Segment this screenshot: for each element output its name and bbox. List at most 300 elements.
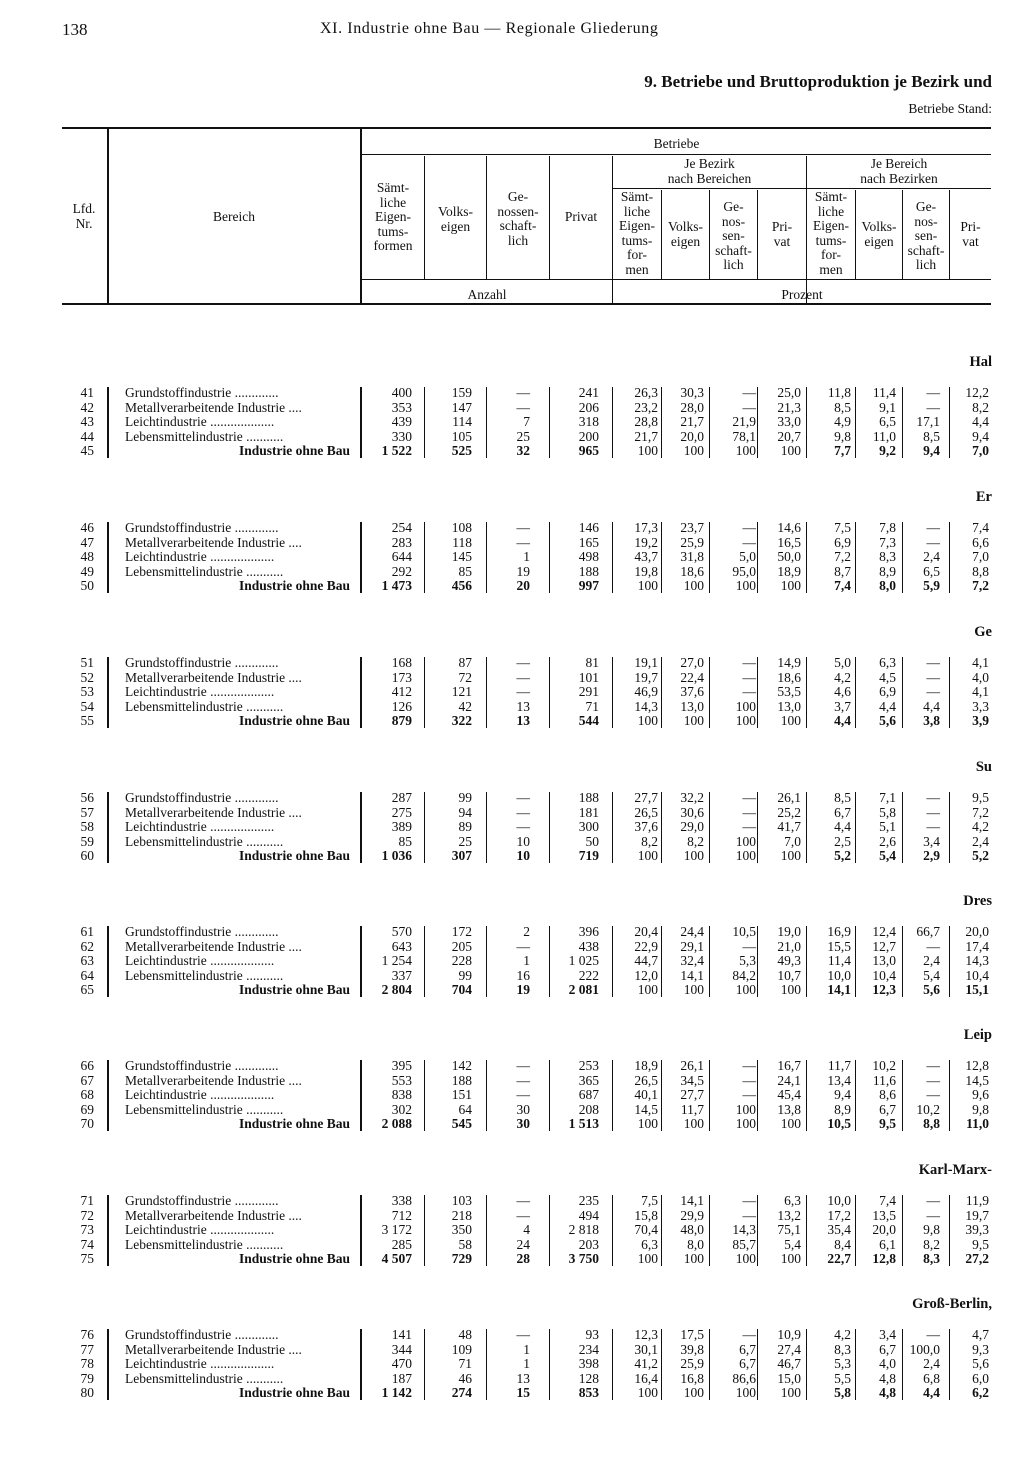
cell-value: 11,7 [827,1058,851,1073]
cell-value: 4,4 [834,713,851,729]
cell-value: 8,3 [834,1341,851,1357]
cell-value: 27,7 [634,790,658,805]
row-bereich: Metallverarbeitende Industrie .... [125,1341,302,1357]
cell-value: 8,3 [879,549,896,565]
cell-value: 24,4 [680,924,704,939]
cell-value: — [926,938,940,954]
cell-value: 7,0 [972,443,989,459]
table-row [0,1223,1024,1238]
cell-value: — [742,1072,756,1088]
cell-value: — [926,534,940,550]
cell-value: 8,2 [972,399,989,415]
region-label: Dres [963,893,992,909]
cell-value: 37,6 [634,819,658,835]
cell-value: 9,1 [879,399,896,415]
cell-value: 46 [458,1370,472,1386]
cell-value: 4,6 [834,684,851,700]
header-prozent: Prozent [781,287,823,302]
cell-value: 22,7 [827,1251,851,1267]
row-bereich: Leichtindustrie ................... [125,1087,275,1103]
cell-value: — [516,534,530,550]
row-bereich: Lebensmittelindustrie ........... [125,563,284,579]
cell-value: 114 [452,414,472,430]
cell-value: 1 [523,1356,530,1372]
stand-label: Betriebe Stand: [908,101,992,116]
cell-value: 16 [516,967,530,983]
cell-value: 103 [451,1193,472,1208]
cell-value: 11,4 [872,385,896,400]
cell-value: 23,7 [680,520,704,535]
cell-value: 11,8 [827,385,851,400]
vrule-lfd [107,129,109,303]
cell-value: — [742,790,756,805]
region-label: Hal [969,354,992,370]
row-number: 69 [80,1101,94,1117]
table-row [0,925,1024,940]
table-row [0,791,1024,806]
table-row-total [0,1117,1024,1132]
cell-value: 25 [516,428,530,444]
row-number: 43 [80,414,94,430]
cell-value: 1 [523,1341,530,1357]
table-row [0,521,1024,536]
cell-value: 4,0 [879,1356,896,1372]
cell-value: 344 [391,1341,412,1357]
cell-value: 100 [683,848,704,864]
cell-value: 2 804 [381,982,412,998]
cell-value: 25,2 [777,804,801,820]
cell-value: 181 [578,804,599,820]
cell-value: 10,7 [777,967,801,983]
cell-value: 6,7 [739,1356,756,1372]
row-bereich: Grundstoffindustrie ............. [125,655,279,670]
row-number: 76 [80,1327,94,1342]
cell-value: 18,6 [680,563,704,579]
cell-value: 9,6 [972,1087,989,1103]
row-bereich: Industrie ohne Bau [238,443,350,459]
cell-value: 11,7 [680,1101,704,1117]
row-number: 71 [80,1193,94,1208]
row-bereich: Leichtindustrie ................... [125,414,275,430]
cell-value: 64 [458,1101,472,1117]
cell-value: — [742,655,756,670]
cell-value: 118 [452,534,472,550]
cell-value: — [742,1207,756,1223]
cell-value: 29,0 [680,819,704,835]
cell-value: 853 [578,1385,599,1401]
header-saemtliche-bereich: Sämt- liche Eigen- tums- for- men [813,189,849,277]
cell-value: 6,9 [879,684,896,700]
cell-value: 100 [683,1116,704,1132]
cell-value: — [516,385,530,400]
cell-value: 30,3 [680,385,704,400]
cell-value: 12,3 [872,982,896,998]
cell-value: 6,8 [923,1370,940,1386]
cell-value: 19,7 [965,1207,989,1223]
cell-value: — [516,669,530,685]
row-number: 55 [80,713,94,729]
table-row [0,1209,1024,1224]
cell-value: 275 [391,804,412,820]
table-row [0,565,1024,580]
cell-value: 26,3 [634,385,658,400]
cell-value: 8,5 [834,399,851,415]
cell-value: 17,1 [916,414,940,430]
cell-value: 365 [578,1072,599,1088]
cell-value: — [926,1087,940,1103]
cell-value: 18,9 [777,563,801,579]
cell-value: 9,8 [834,428,851,444]
row-bereich: Lebensmittelindustrie ........... [125,698,284,714]
cell-value: 16,5 [777,534,801,550]
cell-value: — [926,385,940,400]
row-bereich: Industrie ohne Bau [238,1251,350,1267]
table-row [0,415,1024,430]
cell-value: 28,0 [680,399,704,415]
cell-value: 494 [578,1207,599,1223]
row-number: 42 [80,399,94,415]
cell-value: 16,8 [680,1370,704,1386]
cell-value: 398 [578,1356,599,1372]
row-number: 67 [80,1072,94,1088]
table-row [0,820,1024,835]
cell-value: 4,2 [972,819,989,835]
cell-value: 307 [451,848,472,864]
row-bereich: Metallverarbeitende Industrie .... [125,1072,302,1088]
cell-value: 4 [523,1222,530,1238]
row-number: 56 [80,790,94,805]
cell-value: — [926,655,940,670]
cell-value: 3,4 [879,1327,896,1342]
cell-value: 8,3 [923,1251,940,1267]
cell-value: 25,9 [680,534,704,550]
table-row [0,1059,1024,1074]
row-bereich: Leichtindustrie ................... [125,684,275,700]
cell-value: 205 [451,938,472,954]
cell-value: 41,2 [634,1356,658,1372]
table-row [0,671,1024,686]
cell-value: 22,4 [680,669,704,685]
region-label: Leip [963,1027,992,1043]
row-bereich: Grundstoffindustrie ............. [125,1193,279,1208]
row-number: 57 [80,804,94,820]
cell-value: 570 [391,924,412,939]
cell-value: 14,5 [965,1072,989,1088]
cell-value: 14,1 [680,967,704,983]
cell-value: 75,1 [777,1222,801,1238]
cell-value: 9,5 [972,1236,989,1252]
cell-value: — [926,819,940,835]
cell-value: 6,3 [641,1236,658,1252]
cell-value: 291 [578,684,599,700]
cell-value: 100 [637,443,658,459]
cell-value: 100 [683,443,704,459]
header-je-bezirk: Je Bezirk nach Bereichen [667,156,752,186]
cell-value: 10,4 [965,967,989,983]
cell-value: 28 [516,1251,530,1267]
cell-value: 253 [578,1058,599,1073]
cell-value: — [516,1058,530,1073]
cell-value: 302 [391,1101,412,1117]
row-number: 59 [80,833,94,849]
cell-value: — [926,399,940,415]
table-row [0,806,1024,821]
row-number: 47 [80,534,94,550]
row-bereich: Leichtindustrie ................... [125,953,275,969]
cell-value: 100 [780,713,801,729]
cell-value: 95,0 [732,563,756,579]
row-number: 65 [80,982,94,998]
cell-value: — [742,1193,756,1208]
cell-value: 15 [516,1385,530,1401]
cell-value: 147 [451,399,472,415]
cell-value: 285 [391,1236,412,1252]
row-bereich: Lebensmittelindustrie ........... [125,1236,284,1252]
cell-value: — [926,1072,940,1088]
cell-value: 93 [585,1327,599,1342]
cell-value: 5,8 [879,804,896,820]
cell-value: 100 [637,848,658,864]
row-bereich: Lebensmittelindustrie ........... [125,1101,284,1117]
cell-value: 5,6 [879,713,896,729]
cell-value: 3,8 [923,713,940,729]
cell-value: 338 [391,1193,412,1208]
cell-value: — [516,1072,530,1088]
cell-value: 32,4 [680,953,704,969]
cell-value: 12,4 [872,924,896,939]
cell-value: 126 [391,698,412,714]
cell-value: 11,9 [965,1193,989,1208]
cell-value: 8,5 [923,428,940,444]
cell-value: 109 [451,1341,472,1357]
row-number: 61 [80,924,94,939]
cell-value: 20,4 [634,924,658,939]
cell-value: 2,5 [834,833,851,849]
cell-value: 4,1 [972,684,989,700]
cell-value: 9,8 [923,1222,940,1238]
row-number: 49 [80,563,94,579]
header-top-rule [62,127,991,129]
header-saemtliche-anzahl: Sämt- liche Eigen- tums- formen [373,180,413,253]
cell-value: 7,2 [972,804,989,820]
cell-value: 337 [391,967,412,983]
row-number: 66 [80,1058,94,1073]
cell-value: 87 [458,655,472,670]
cell-value: 5,4 [879,848,896,864]
cell-value: 21,7 [680,414,704,430]
cell-value: 100,0 [909,1341,940,1357]
cell-value: 2 088 [381,1116,412,1132]
cell-value: 4,1 [972,655,989,670]
cell-value: 100 [637,713,658,729]
cell-value: 10,9 [777,1327,801,1342]
cell-value: — [516,520,530,535]
cell-value: 45,4 [777,1087,801,1103]
cell-value: 101 [578,669,599,685]
cell-value: 100 [735,1251,756,1267]
cell-value: 7,4 [879,1193,896,1208]
cell-value: 6,7 [879,1101,896,1117]
cell-value: 719 [578,848,599,864]
cell-value: — [516,1193,530,1208]
cell-value: 1 025 [568,953,599,969]
row-number: 54 [80,698,94,714]
cell-value: 8,4 [834,1236,851,1252]
cell-value: 7,5 [641,1193,658,1208]
units-rule [362,279,991,280]
cell-value: 14,5 [634,1101,658,1117]
row-bereich: Metallverarbeitende Industrie .... [125,1207,302,1223]
cell-value: 300 [578,819,599,835]
row-bereich: Metallverarbeitende Industrie .... [125,804,302,820]
cell-value: — [516,819,530,835]
cell-value: 32,2 [680,790,704,805]
cell-value: 72 [458,669,472,685]
cell-value: 10,5 [732,924,756,939]
cell-value: 7,4 [834,578,851,594]
table-row [0,954,1024,969]
cell-value: 50,0 [777,549,801,565]
cell-value: 838 [391,1087,412,1103]
cell-value: 2 [523,924,530,939]
table-row-total [0,983,1024,998]
cell-value: 40,1 [634,1087,658,1103]
cell-value: 13,2 [777,1207,801,1223]
row-number: 45 [80,443,94,459]
cell-value: 5,9 [923,578,940,594]
cell-value: 1 [523,953,530,969]
cell-value: 85 [458,563,472,579]
cell-value: 100 [780,443,801,459]
cell-value: 8,8 [923,1116,940,1132]
cell-value: 19 [516,982,530,998]
cell-value: — [926,1193,940,1208]
cell-value: 4,8 [879,1370,896,1386]
cell-value: 100 [780,982,801,998]
cell-value: 687 [578,1087,599,1103]
cell-value: 6,1 [879,1236,896,1252]
cell-value: 997 [578,578,599,594]
cell-value: — [516,790,530,805]
cell-value: 235 [578,1193,599,1208]
table-row [0,835,1024,850]
cell-value: 19,0 [777,924,801,939]
cell-value: 8,9 [879,563,896,579]
table-row [0,401,1024,416]
cell-value: 31,8 [680,549,704,565]
cell-value: 1 473 [381,578,412,594]
cell-value: 21,0 [777,938,801,954]
row-bereich: Metallverarbeitende Industrie .... [125,399,302,415]
cell-value: 553 [391,1072,412,1088]
row-number: 68 [80,1087,94,1103]
cell-value: 100 [735,982,756,998]
cell-value: 100 [683,1385,704,1401]
cell-value: 14,1 [827,982,851,998]
cell-value: 15,8 [634,1207,658,1223]
cell-value: 12,8 [872,1251,896,1267]
row-bereich: Industrie ohne Bau [238,1385,350,1401]
cell-value: 100 [637,1385,658,1401]
row-number: 46 [80,520,94,535]
cell-value: 30 [516,1116,530,1132]
cell-value: 26,1 [777,790,801,805]
cell-value: 12,0 [634,967,658,983]
table-row [0,1372,1024,1387]
cell-value: 1 513 [568,1116,599,1132]
row-number: 41 [80,385,94,400]
cell-value: 4,4 [923,1385,940,1401]
table-row [0,940,1024,955]
cell-value: 13,8 [777,1101,801,1117]
cell-value: 544 [578,713,599,729]
row-number: 52 [80,669,94,685]
cell-value: 28,8 [634,414,658,430]
cell-value: 188 [578,563,599,579]
cell-value: 274 [451,1385,472,1401]
cell-value: 400 [391,385,412,400]
cell-value: 8,5 [834,790,851,805]
row-bereich: Metallverarbeitende Industrie .... [125,938,302,954]
header-saemtliche-bezirk: Sämt- liche Eigen- tums- for- men [619,189,655,277]
cell-value: 8,0 [879,578,896,594]
cell-value: 49,3 [777,953,801,969]
cell-value: 19,1 [634,655,658,670]
cell-value: 168 [391,655,412,670]
cell-value: — [516,399,530,415]
cell-value: 7,5 [834,520,851,535]
region-label: Karl-Marx- [918,1162,992,1178]
cell-value: 34,5 [680,1072,704,1088]
cell-value: 4,4 [972,414,989,430]
cell-value: 2 818 [568,1222,599,1238]
cell-value: 1 254 [381,953,412,969]
cell-value: 100 [735,848,756,864]
cell-value: 46,9 [634,684,658,700]
cell-value: 12,2 [965,385,989,400]
cell-value: 545 [451,1116,472,1132]
cell-value: 208 [578,1101,599,1117]
cell-value: 21,3 [777,399,801,415]
cell-value: 48 [458,1327,472,1342]
cell-value: 6,6 [972,534,989,550]
page-number: 138 [62,20,88,39]
cell-value: 85 [398,833,412,849]
cell-value: 100 [735,443,756,459]
cell-value: 100 [683,982,704,998]
row-bereich: Metallverarbeitende Industrie .... [125,534,302,550]
cell-value: 165 [578,534,599,550]
cell-value: 71 [585,698,599,714]
cell-value: 3 172 [381,1222,412,1238]
table-row-total [0,579,1024,594]
cell-value: 13 [516,698,530,714]
cell-value: — [926,684,940,700]
cell-value: 14,3 [965,953,989,969]
cell-value: 17,3 [634,520,658,535]
cell-value: 5,4 [923,967,940,983]
row-number: 78 [80,1356,94,1372]
cell-value: 6,2 [972,1385,989,1401]
cell-value: 11,0 [872,428,896,444]
header-genossen-anzahl: Ge- nossen- schaft- lich [497,189,539,248]
row-bereich: Lebensmittelindustrie ........... [125,967,284,983]
cell-value: 4,5 [879,669,896,685]
cell-value: 46,7 [777,1356,801,1372]
cell-value: 100 [780,578,801,594]
cell-value: 108 [451,520,472,535]
cell-value: 16,7 [777,1058,801,1073]
